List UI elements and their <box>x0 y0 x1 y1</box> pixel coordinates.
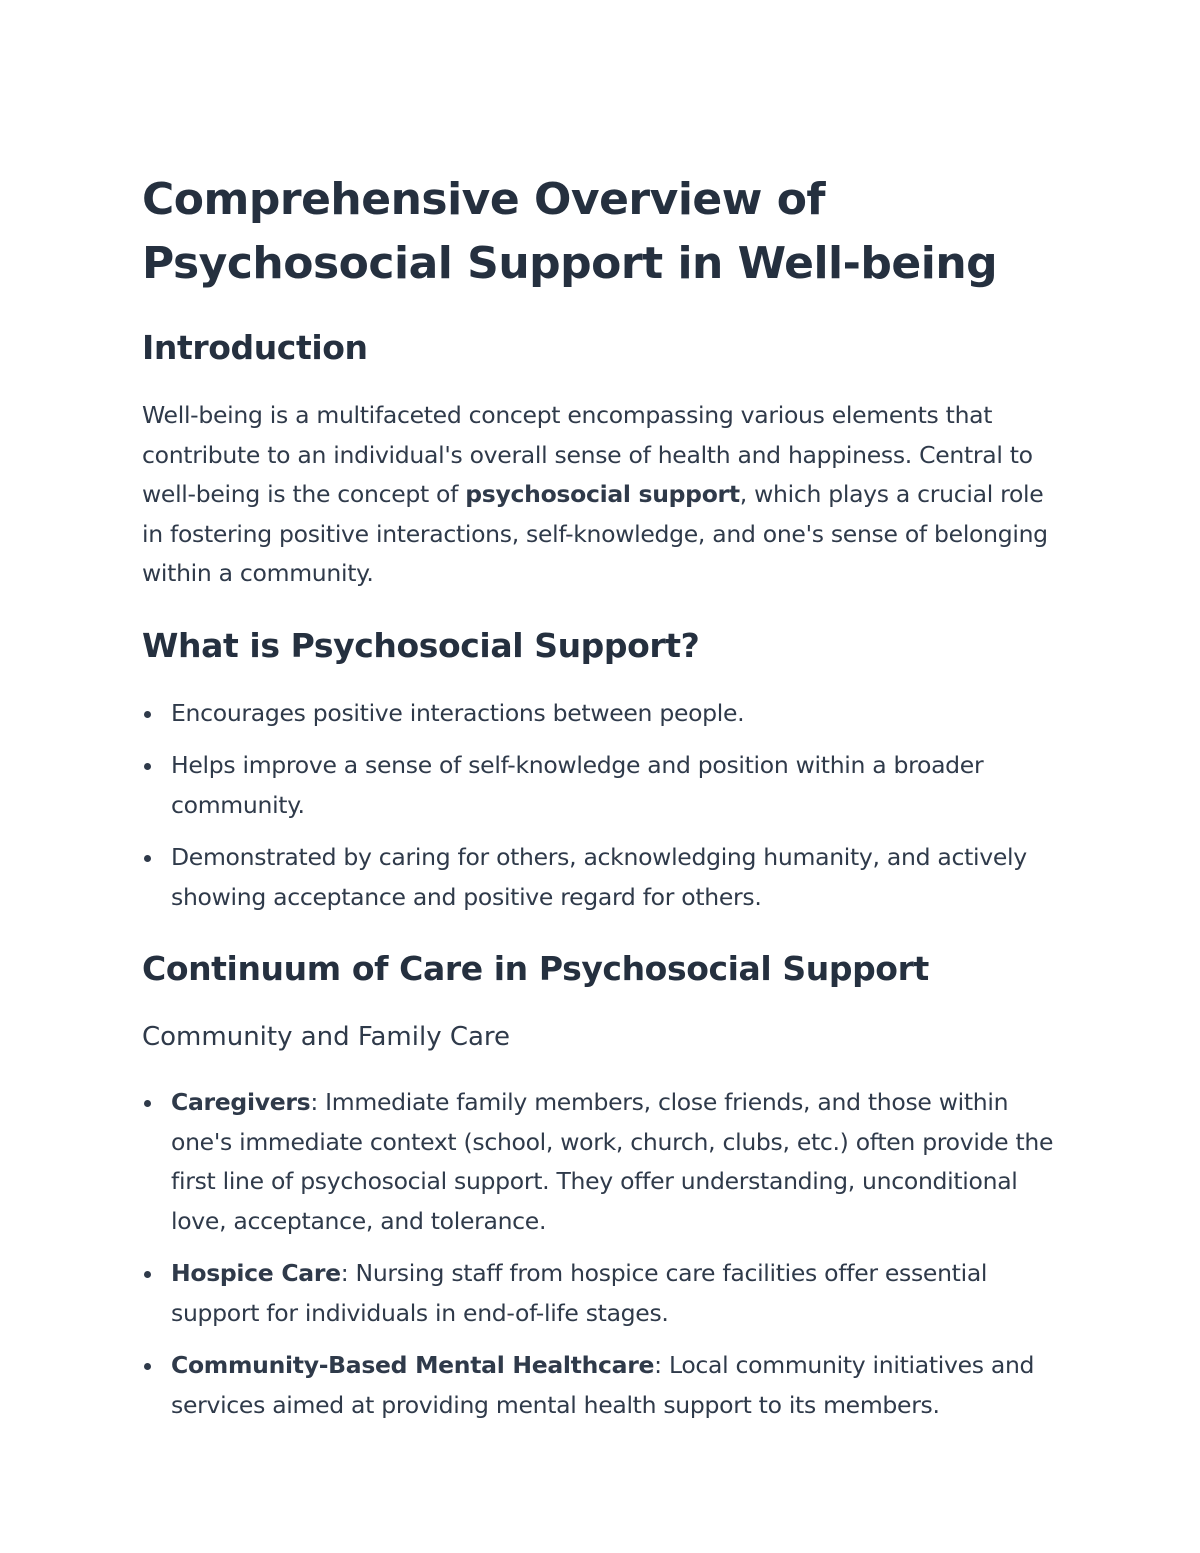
list-item-text: Encourages positive interactions between people. <box>171 698 745 727</box>
list-item-text: : Nursing staff from hospice care facilities offer essential support for individuals in end-of-life stages. <box>171 1259 988 1327</box>
document-page <box>142 168 1062 1438</box>
introduction-paragraph <box>142 396 1062 594</box>
list-item-term: Hospice Care <box>171 1259 341 1287</box>
what-is-heading: What is Psychosocial Support? <box>142 625 700 665</box>
continuum-heading: Continuum of Care in Psychosocial Support <box>142 949 929 988</box>
list-item-text: : Local community initiatives and services aimed at providing mental health support to its members. <box>171 1351 1035 1419</box>
list-item <box>142 746 1062 825</box>
list-item <box>142 1346 1062 1425</box>
bullet-icon <box>144 1271 151 1278</box>
bullet-icon <box>144 763 151 770</box>
list-item-term: Caregivers <box>171 1088 311 1116</box>
list-item-term: Community-Based Mental Healthcare <box>171 1351 655 1379</box>
document-title: Comprehensive Overview of Psychosocial Support in Well-being <box>142 174 998 289</box>
bullet-icon <box>144 1363 151 1370</box>
bullet-icon <box>144 855 151 862</box>
continuum-list <box>142 1083 1062 1425</box>
list-item-text: Demonstrated by caring for others, acknowledging humanity, and actively showing acceptance and positive regard for others. <box>171 843 1027 911</box>
bullet-icon <box>144 1100 151 1107</box>
introduction-heading: Introduction <box>142 328 368 367</box>
community-family-subheading: Community and Family Care <box>142 1022 511 1052</box>
introduction-text-end: , which plays a crucial role in fostering positive interactions, self-knowledge, and one's sense of belonging within a community. <box>142 480 1048 587</box>
list-item <box>142 1083 1062 1241</box>
list-item-text: Helps improve a sense of self-knowledge and position within a broader community. <box>171 751 984 819</box>
list-item <box>142 694 1062 734</box>
introduction-text-start: Well-being is a multifaceted concept encompassing various elements that contribute to an individual's overall sense of health and happiness. Central to well-being is the concept of <box>142 401 1033 508</box>
what-is-list <box>142 694 1062 918</box>
list-item-text: : Immediate family members, close friends, and those within one's immediate context (school, work, church, clubs, etc.) often provide the first line of psychosocial support. They offer understanding, unconditional love, acceptance, and tolerance. <box>171 1088 1054 1235</box>
list-item <box>142 1254 1062 1333</box>
bullet-icon <box>144 711 151 718</box>
introduction-bold-term: psychosocial support <box>465 480 740 508</box>
list-item <box>142 838 1062 917</box>
